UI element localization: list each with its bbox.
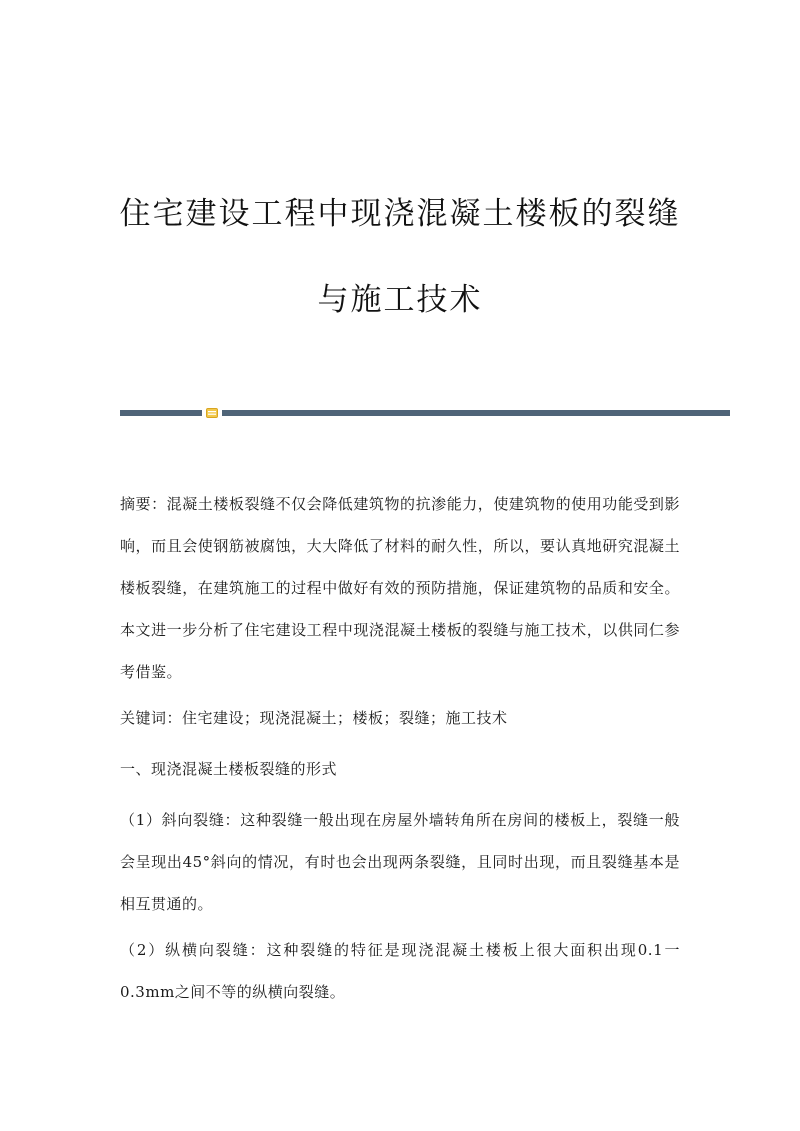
title-divider [120, 408, 730, 418]
document-ornament-icon [206, 408, 218, 418]
crack-type-1-paragraph: （1）斜向裂缝：这种裂缝一般出现在房屋外墙转角所在房间的楼板上，裂缝一般会呈现出45°斜向的情况，有时也会出现两条裂缝，且同时出现，而且裂缝基本是相互贯通的。 [120, 811, 680, 913]
divider-bar-left [120, 410, 202, 416]
document-title-line-1: 住宅建设工程中现浇混凝土楼板的裂缝 [119, 196, 681, 232]
divider-bar-right [222, 410, 730, 416]
document-title-line-2: 与施工技术 [317, 282, 483, 318]
keywords-paragraph: 关键词：住宅建设；现浇混凝土；楼板；裂缝；施工技术 [120, 709, 508, 727]
crack-type-2-paragraph: （2）纵横向裂缝：这种裂缝的特征是现浇混凝土楼板上很大面积出现0.1一0.3mm之间不等的纵横向裂缝。 [120, 941, 680, 1001]
section-1-heading: 一、现浇混凝土楼板裂缝的形式 [120, 760, 338, 778]
abstract-paragraph: 摘要：混凝土楼板裂缝不仅会降低建筑物的抗渗能力，使建筑物的使用功能受到影响，而且会使钢筋被腐蚀，大大降低了材料的耐久性，所以，要认真地研究混凝土楼板裂缝，在建筑施工的过程中做好有效的预防措施，保证建筑物的品质和安全。本文进一步分析了住宅建设工程中现浇混凝土楼板的裂缝与施工技术，以供同仁参考借鉴。 [120, 495, 680, 681]
